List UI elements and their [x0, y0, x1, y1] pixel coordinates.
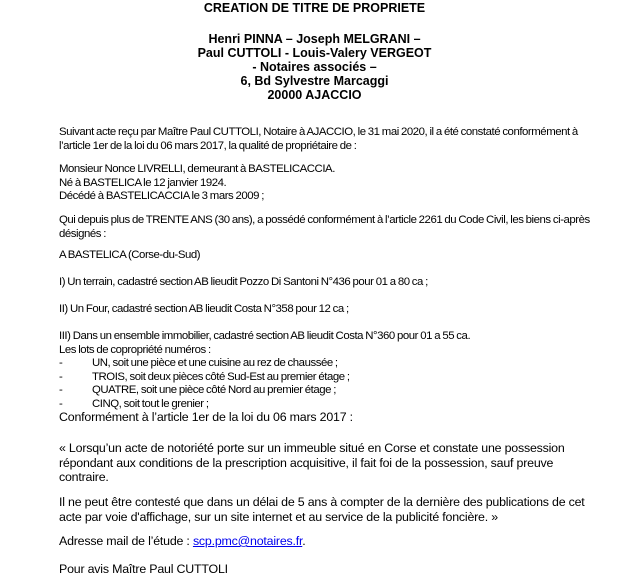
person-birth-line: Né à BASTELICA le 12 janvier 1924.: [59, 176, 227, 189]
intro-line: l’article 1er de la loi du 06 mars 2017, la qualité de propriétaire de :: [59, 139, 357, 152]
lot-bullet: -: [59, 397, 63, 410]
office-address-street: 6, Bd Sylvestre Marcaggi: [240, 74, 389, 88]
possession-paragraph: [59, 214, 590, 241]
document-title: CREATION DE TITRE DE PROPRIETE: [203, 1, 426, 15]
notaries-header: [0, 32, 629, 102]
property-item-2: II) Un Four, cadastré section AB lieudit Costa N°358 pour 12 ca ;: [59, 303, 349, 315]
quote-line: Il ne peut être contesté que dans un délai de 5 ans à compter de la dernière des publications de cet: [59, 495, 585, 509]
lot-bullet: -: [59, 370, 63, 383]
email-line: [59, 534, 306, 549]
office-address-city: 20000 AJACCIO: [267, 88, 362, 102]
location-line: A BASTELICA (Corse-du-Sud): [59, 249, 201, 261]
lot-text: QUATRE, soit une pièce côté Nord au premier étage ;: [92, 384, 336, 397]
lots-intro: Les lots de copropriété numéros :: [59, 343, 211, 356]
notaries-line: Henri PINNA – Joseph MELGRANI –: [208, 32, 421, 46]
person-death-line: Décédé à BASTELICACCIA le 3 mars 2009 ;: [59, 190, 264, 203]
lot-text: TROIS, soit deux pièces côté Sud-Est au premier étage ;: [92, 370, 350, 383]
property-item-1: I) Un terrain, cadastré section AB lieudit Pozzo Di Santoni N°436 pour 01 a 80 ca ;: [59, 276, 428, 288]
email-suffix: .: [302, 534, 306, 548]
lot-item: [59, 371, 470, 385]
lot-bullet: -: [59, 384, 63, 397]
lot-item: [59, 357, 470, 371]
law-quote-paragraph-2: [59, 495, 585, 524]
email-link[interactable]: scp.pmc@notaires.fr: [192, 534, 303, 548]
possession-line: Qui depuis plus de TRENTE ANS (30 ans), a possédé conformément à l’article 2261 du Code Civil, les biens ci-après: [59, 214, 590, 226]
lots-list: [59, 357, 470, 411]
intro-paragraph: [59, 126, 578, 153]
signature-line: Pour avis Maître Paul CUTTOLI: [59, 562, 228, 576]
person-paragraph: [59, 163, 335, 204]
email-label: Adresse mail de l’étude :: [59, 534, 193, 548]
law-reference: Conformément à l’article 1er de la loi du 06 mars 2017 :: [59, 410, 353, 424]
lot-bullet: -: [59, 357, 63, 370]
notaries-line: - Notaires associés –: [252, 60, 377, 74]
lot-item: [59, 384, 470, 398]
property-item-3: [59, 330, 470, 412]
quote-line: répondant aux conditions de la prescription acquisitive, il fait foi de la possession, sauf preuve: [59, 455, 554, 470]
property-item-3-line: III) Dans un ensemble immobilier, cadastré section AB lieudit Costa N°360 pour 01 a 55 ca.: [59, 330, 471, 342]
lot-text: CINQ, soit tout le grenier ;: [92, 397, 209, 410]
intro-line: Suivant acte reçu par Maître Paul CUTTOLI, Notaire à AJACCIO, le 31 mai 2020, il a été constaté conformément à: [59, 126, 578, 138]
person-name-line: Monsieur Nonce LIVRELLI, demeurant à BASTELICACCIA.: [59, 163, 335, 175]
quote-line: acte par voie d'affichage, sur un site internet et au service de la publicité foncière. »: [59, 509, 498, 524]
lot-text: UN, soit une pièce et une cuisine au rez de chaussée ;: [92, 357, 338, 370]
notaries-line: Paul CUTTOLI - Louis-Valery VERGEOT: [197, 46, 432, 60]
quote-line: « Lorsqu’un acte de notoriété porte sur un immeuble situé en Corse et constate une possession: [59, 441, 565, 455]
quote-line: contraire.: [59, 470, 109, 484]
possession-line: désignés :: [59, 227, 106, 240]
law-quote-paragraph-1: [59, 441, 565, 485]
